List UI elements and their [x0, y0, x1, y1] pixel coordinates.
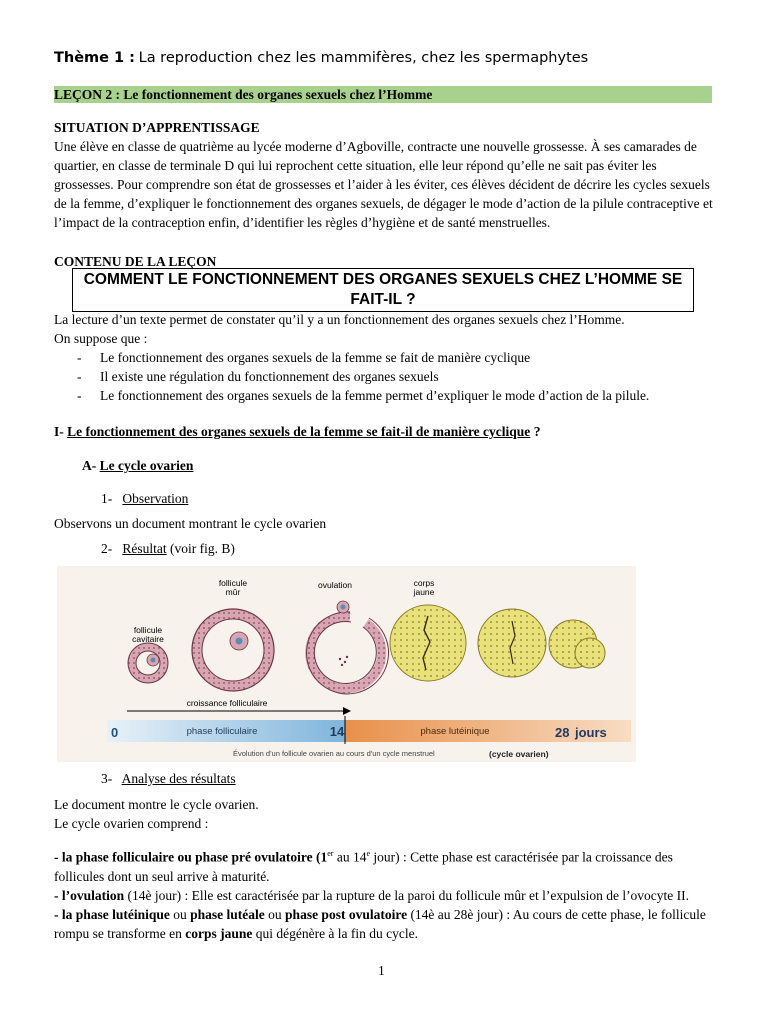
ovarian-cycle-illustration [57, 566, 636, 762]
item-1-day-start: 1 [320, 849, 328, 865]
lesson-title: LEÇON 2 : Le fonctionnement des organes sexuels chez l’Homme [54, 86, 712, 103]
item-3-corps-jaune: corps jaune [185, 925, 253, 941]
label-day-unit: jours [575, 725, 607, 740]
label-corps-jaune-2: jaune [413, 587, 435, 597]
item-3-or-1: ou [169, 906, 191, 922]
label-follicule-mur-2: mûr [225, 587, 241, 597]
item-1-mid: au 14 [333, 849, 367, 865]
item-1-text: jour) : Cette phase est caractérisée par la croissance des follicules dont un seul arrive à maturité. [54, 849, 673, 884]
hypotheses-list [54, 348, 716, 405]
subsection-a-prefix: A- [82, 458, 97, 473]
label-follicule-cavitaire-1: follicule [133, 625, 163, 635]
hypothesis-item: - Il existe une régulation du fonctionnement des organes sexuels [54, 367, 716, 386]
analysis-item-2 [54, 886, 716, 905]
item-1-sup-2: e [366, 849, 371, 858]
section-1-prefix: I- [54, 424, 64, 439]
analysis-line-1: Le document montre le cycle ovarien. [54, 797, 259, 812]
analysis-line-2: Le cycle ovarien comprend : [54, 816, 209, 831]
follicle-mature [192, 609, 274, 691]
subsection-a [82, 456, 193, 475]
step-3-title: Analyse des résultats [121, 771, 236, 786]
theme-line [54, 50, 588, 67]
label-croissance: croissance folliculaire [186, 698, 268, 708]
corpus-luteum-4 [575, 638, 605, 668]
step-2-number: 2- [101, 541, 113, 556]
corpus-luteum-1 [390, 605, 466, 681]
item-3-end: qui dégénère à la fin du cycle. [252, 925, 419, 941]
analysis-item-1 [54, 844, 716, 886]
step-1-title: Observation [122, 491, 189, 506]
hypothesis-item: - Le fonctionnement des organes sexuels de la femme permet d’expliquer le mode d’action de la pilule. [54, 386, 716, 405]
label-day-14: 14 [329, 724, 345, 739]
theme-text: La reproduction chez les mammifères, chez les spermaphytes [138, 50, 589, 66]
follicle-cavitary [128, 643, 168, 683]
situation-body: Une élève en classe de quatrième au lycée moderne d’Agboville, contracte une nouvelle grossesse. À ses camarades de quartier, en classe de terminale D qui lui reprochent cette situation, elle leur répond qu’elle ne sait pas éviter les grossesses. Pour comprendre son état de grossesses et l’aider à les éviter, ces élèves décident de décrire les cycles sexuels de la femme, d’expliquer le fonctionnement des organes sexuels, de dégager le mode d’action de la pilule contraceptive et l’impact de la contraception enfin, d’identifier les règles d’hygiène et de santé menstruelles. [54, 139, 713, 230]
subsection-a-title: Le cycle ovarien [99, 458, 194, 473]
item-3-title-3: phase post ovulatoire [285, 906, 408, 922]
section-1-title [54, 422, 540, 441]
item-2-title: - l’ovulation [54, 887, 125, 903]
item-3-title-1: - la phase lutéinique [54, 906, 170, 922]
content-heading: CONTENU DE LA LEÇON [54, 254, 217, 269]
section-1-suffix: ? [530, 424, 541, 439]
situation-heading: SITUATION D’APPRENTISSAGE [54, 120, 260, 135]
page-number: 1 [378, 963, 385, 978]
hypotheses-section [54, 310, 716, 405]
situation-section [54, 118, 714, 232]
item-1-title: - la phase folliculaire ou phase pré ovulatoire ( [54, 849, 321, 865]
label-phase-folliculaire: phase folliculaire [186, 726, 258, 737]
item-2-text: (14è jour) : Elle est caractérisée par la rupture de la paroi du follicule mûr et l’expulsion de l’ovocyte II. [124, 887, 690, 903]
label-day-0: 0 [111, 725, 119, 740]
follicle-ruptured [307, 601, 389, 694]
label-follicule-mur-1: follicule [218, 578, 248, 588]
label-phase-luteinique: phase lutéinique [420, 726, 490, 737]
analysis-item-3 [54, 905, 716, 943]
item-3-text: (14è au 28è jour) : Au cours de cette phase, le follicule rompu se transforme en [54, 906, 706, 941]
step-1 [101, 489, 188, 508]
analysis-section [54, 795, 716, 943]
hypothesis-item: - Le fonctionnement des organes sexuels de la femme se fait de manière cyclique [54, 348, 716, 367]
step-2-title: Résultat [122, 541, 167, 556]
step-3 [101, 769, 236, 788]
item-1-sup-1: er [327, 849, 334, 858]
theme-label: Thème 1 : [54, 50, 135, 66]
section-1-heading: Le fonctionnement des organes sexuels de la femme se fait-il de manière cyclique [67, 424, 531, 439]
item-3-title-2: phase lutéale [190, 906, 265, 922]
intro-line-1: La lecture d’un texte permet de constater qu’il y a un fonctionnement des organes sexuels chez l’Homme. [54, 312, 625, 327]
label-ovulation: ovulation [317, 580, 353, 590]
label-day-28: 28 [555, 725, 570, 740]
figure-caption-tag: (cycle ovarien) [489, 749, 549, 759]
item-3-or-2: ou [264, 906, 286, 922]
figure-caption: Évolution d'un follicule ovarien au cours d'un cycle menstruel [233, 749, 435, 758]
step-3-number: 3- [101, 771, 113, 786]
observation-text: Observons un document montrant le cycle ovarien [54, 516, 327, 531]
growth-arrowhead [343, 707, 351, 715]
step-2-note: (voir fig. B) [166, 541, 235, 556]
label-follicule-cavitaire-2: cavitaire [132, 634, 164, 644]
label-corps-jaune-1: corps [413, 578, 435, 588]
corpus-luteum-2 [478, 609, 546, 677]
step-1-number: 1- [101, 491, 113, 506]
ovarian-cycle-figure [57, 566, 636, 762]
intro-line-2: On suppose que : [54, 331, 148, 346]
lesson-question: COMMENT LE FONCTIONNEMENT DES ORGANES SEXUELS CHEZ L’HOMME SE FAIT-IL ? [72, 268, 694, 312]
step-2 [101, 539, 235, 558]
